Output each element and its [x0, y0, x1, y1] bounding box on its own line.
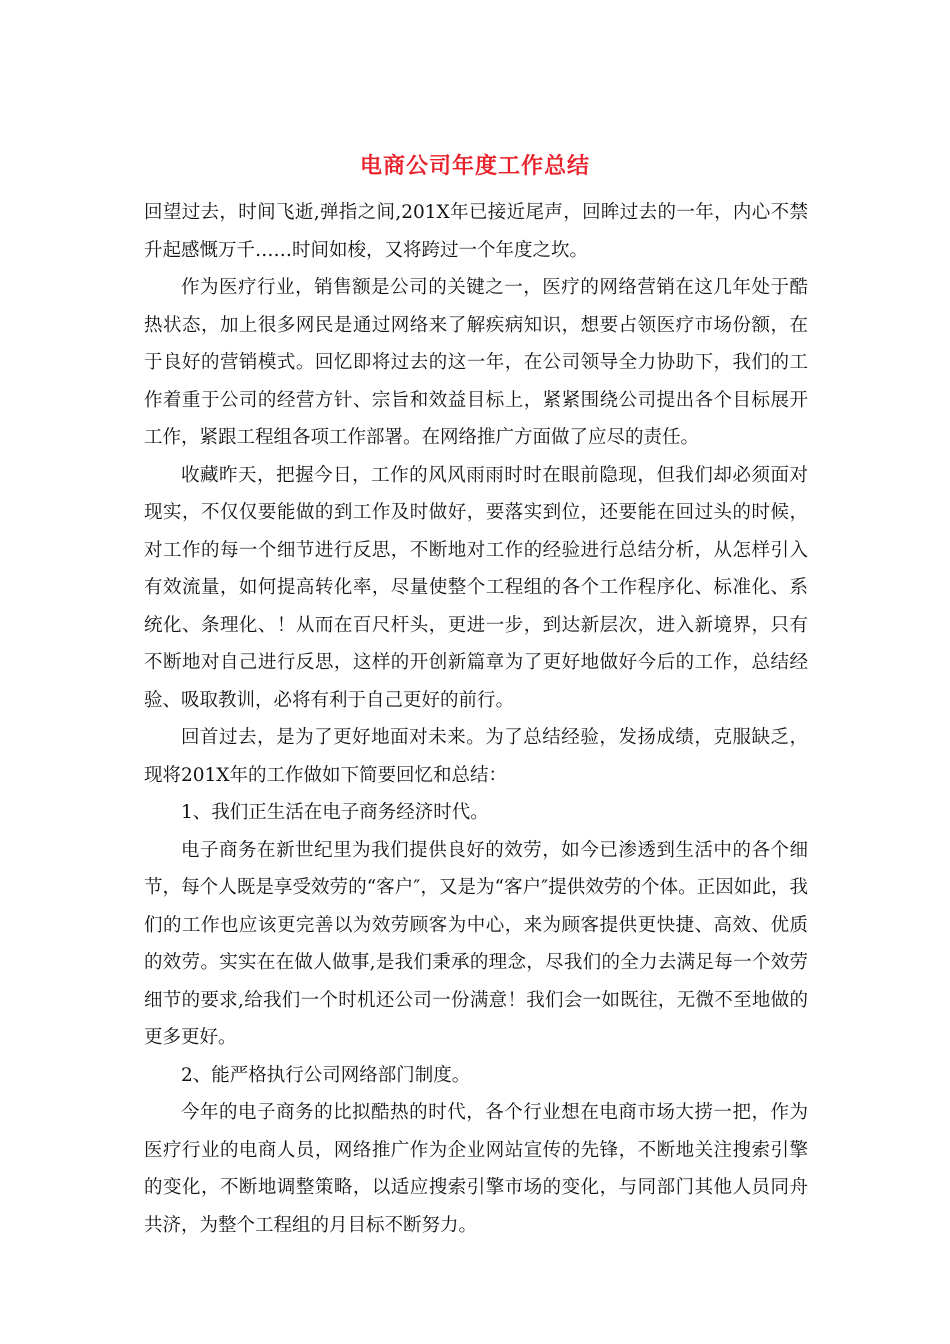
section-heading-1: 1、我们正生活在电子商务经济时代。	[181, 802, 489, 823]
document-title: 电商公司年度工作总结	[359, 153, 590, 179]
paragraph-industry: 作为医疗行业，销售额是公司的关键之一，医疗的网络营销在这几年处于酷热状态，加上很多网民是通过网络来了解疾病知识，想要占领医疗市场份额，在于良好的营销模式。回忆即将过去的这一年，在公司领导全力协助下，我们的工作着重于公司的经营方针、宗旨和效益目标上，紧紧围绕公司提出各个目标展开工作，紧跟工程组各项工作部署。在网络推广方面做了应尽的责任。	[144, 277, 808, 448]
section-heading-2: 2、能严格执行公司网络部门制度。	[181, 1064, 471, 1086]
document-body	[144, 194, 808, 1244]
paragraph-intro: 回望过去，时间飞逝,弹指之间,201X年已接近尾声，回眸过去的一年，内心不禁升起感慨万千……时间如梭，又将跨过一个年度之坎。	[144, 202, 808, 261]
paragraph-review: 回首过去，是为了更好地面对未来。为了总结经验，发扬成绩，克服缺乏，现将201X年的工作做如下简要回忆和总结：	[144, 727, 808, 786]
paragraph-ecommerce: 电子商务在新世纪里为我们提供良好的效劳，如今已渗透到生活中的各个细节，每个人既是享受效劳的“客户″，又是为“客户″提供效劳的个体。正因如此，我们的工作也应该更完善以为效劳顾客为中心，来为顾客提供更快捷、高效、优质的效劳。实实在在做人做事,是我们秉承的理念，尽我们的全力去满足每一个效劳细节的要求,给我们一个时机还公司一份满意！我们会一如既往，无微不至地做的更多更好。	[144, 839, 808, 1048]
paragraph-network: 今年的电子商务的比拟酷热的时代，各个行业想在电商市场大捞一把，作为医疗行业的电商人员，网络推广作为企业网站宣传的先锋，不断地关注搜索引擎的变化，不断地调整策略，以适应搜索引擎市场的变化，与同部门其他人员同舟共济，为整个工程组的月目标不断努力。	[144, 1102, 808, 1236]
paragraph-reflection: 收藏昨天，把握今日，工作的风风雨雨时时在眼前隐现，但我们却必须面对现实，不仅仅要能做的到工作及时做好，要落实到位，还要能在回过头的时候，对工作的每一个细节进行反思，不断地对工作的经验进行总结分析，从怎样引入有效流量，如何提高转化率，尽量使整个工程组的各个工作程序化、标准化、系统化、条理化、！从而在百尺杆头，更进一步，到达新层次，进入新境界，只有不断地对自己进行反思，这样的开创新篇章为了更好地做好今后的工作，总结经验、吸取教训，必将有利于自己更好的前行。	[144, 464, 808, 711]
